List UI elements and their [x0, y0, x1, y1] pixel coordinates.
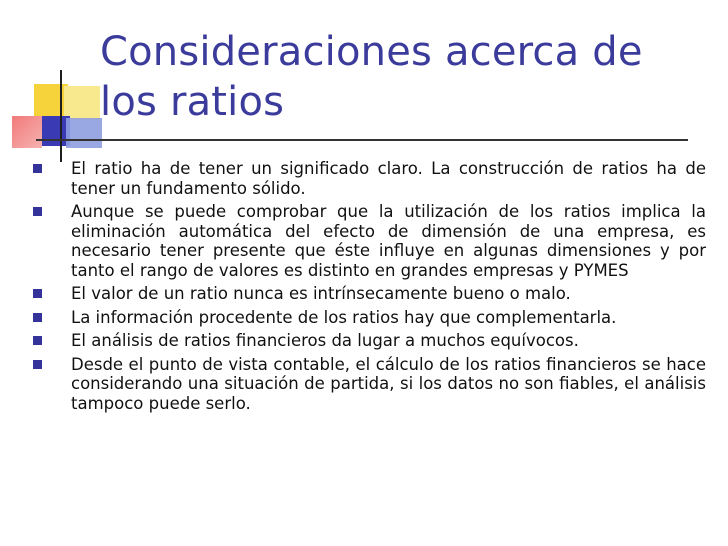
red-square: [12, 116, 42, 148]
square-bullet-icon: [33, 360, 42, 369]
list-item: [12, 331, 706, 351]
square-bullet-icon: [33, 207, 42, 216]
light-blue-square: [66, 118, 102, 148]
list-item: [12, 284, 706, 304]
bullet-text: El valor de un ratio nunca es intrínsecamente bueno o malo.: [71, 284, 571, 303]
slide-title: Consideraciones acerca de los ratios: [100, 29, 643, 125]
title-underline: [36, 139, 688, 141]
bullet-text: Desde el punto de vista contable, el cálculo de los ratios financieros se hace considerando una situación de partida, si los datos no son fiables, el análisis tampoco puede serlo.: [71, 354, 706, 413]
bullet-list: [12, 159, 706, 417]
square-bullet-icon: [33, 289, 42, 298]
list-item: [12, 202, 706, 280]
square-bullet-icon: [33, 313, 42, 322]
square-bullet-icon: [33, 336, 42, 345]
vertical-rule: [60, 70, 62, 162]
list-item: [12, 159, 706, 198]
bullet-text: El ratio ha de tener un significado claro. La construcción de ratios ha de tener un fundamento sólido.: [71, 159, 706, 198]
list-item: [12, 355, 706, 414]
light-yellow-square: [64, 86, 100, 120]
yellow-square: [34, 84, 68, 120]
bullet-text: Aunque se puede comprobar que la utilización de los ratios implica la eliminación automática del efecto de dimensión de una empresa, es necesario tener presente que éste influye en algunas dimensiones y por tanto el rango de valores es distinto en grandes empresas y PYMES: [71, 202, 706, 280]
bullet-text: La información procedente de los ratios hay que complementarla.: [71, 307, 617, 327]
list-item: [12, 308, 706, 328]
bullet-text: El análisis de ratios financieros da lugar a muchos equívocos.: [71, 331, 579, 350]
square-bullet-icon: [33, 164, 42, 173]
